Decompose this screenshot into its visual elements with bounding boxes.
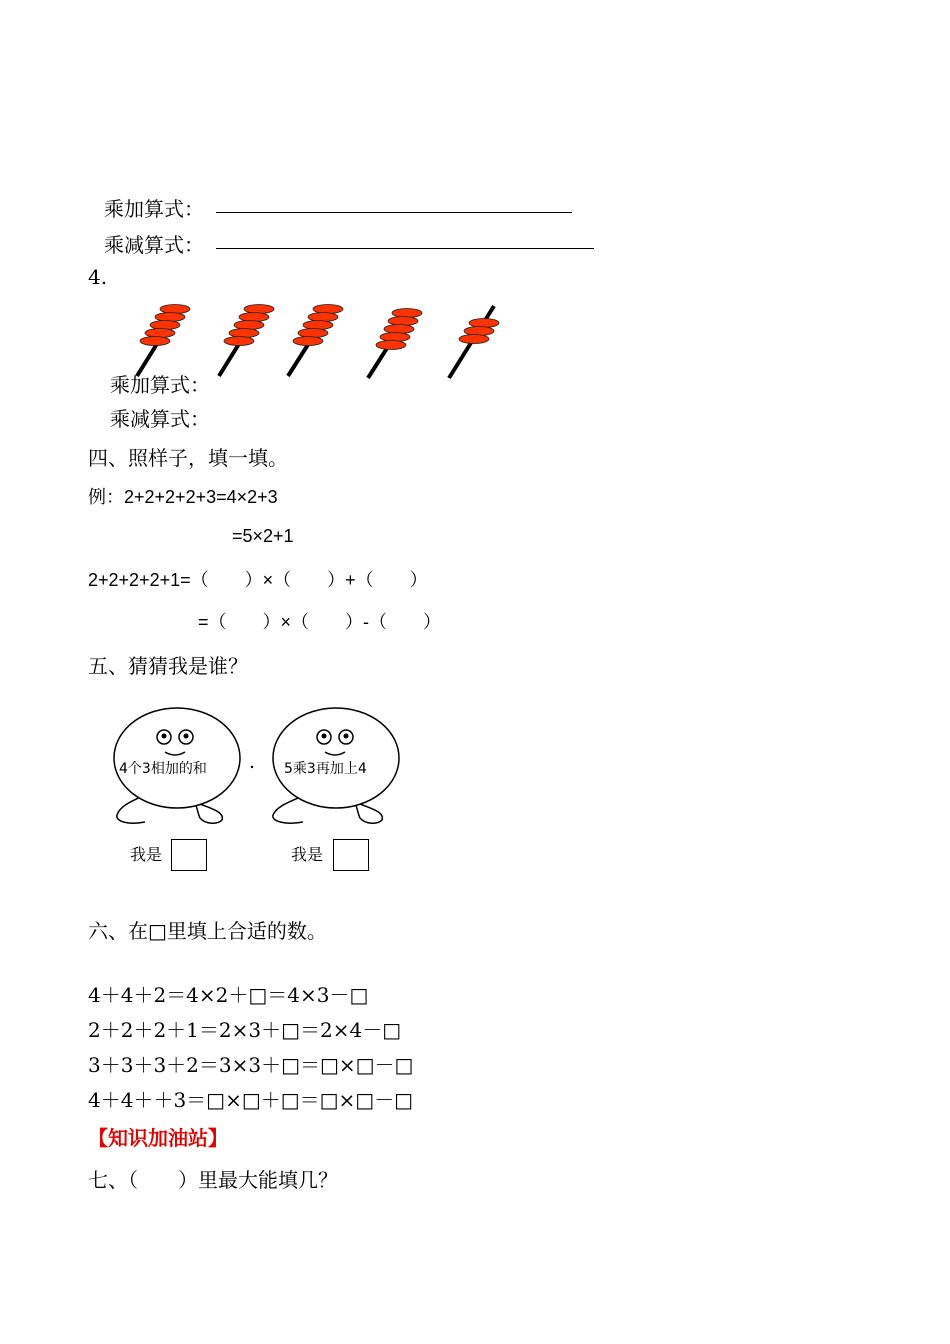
mul-sub-answer-line[interactable] <box>216 248 594 249</box>
right-bubble-text: 5乘3再加上4 <box>284 761 367 777</box>
section-7-heading: 七、（ ）里最大能填几？ <box>88 1168 338 1192</box>
section-5-heading: 五、猜猜我是谁？ <box>88 654 248 678</box>
mul-add-label: 乘加算式： <box>104 197 204 221</box>
knowledge-station-title: 【知识加油站】 <box>88 1126 228 1150</box>
equation-row[interactable]: 2＋2＋2＋1＝2×3＋□＝2×4－□ <box>88 1018 402 1042</box>
candy-skewer-4 <box>368 309 422 379</box>
candy-skewer-5 <box>449 306 499 378</box>
section-4-heading: 四、照样子，填一填。 <box>88 446 288 470</box>
mul-add-answer-line[interactable] <box>216 212 572 213</box>
example-line-1: 例：2+2+2+2+3=4×2+3 <box>88 487 278 507</box>
task-line-2[interactable]: =（ ）×（ ）-（ ） <box>198 612 442 632</box>
equation-row[interactable]: 4＋4＋2＝4×2＋□＝4×3－□ <box>88 983 369 1007</box>
task-line-1[interactable]: 2+2+2+2+1=（ ）×（ ）+（ ） <box>88 570 428 590</box>
left-answer-box[interactable] <box>171 839 207 871</box>
equation-row[interactable]: 4＋4＋＋3＝□×□＋□＝□×□－□ <box>88 1088 414 1112</box>
candy-skewer-2 <box>219 305 274 377</box>
candy-skewers-illustration <box>120 300 540 380</box>
left-answer-label: 我是 <box>130 845 163 864</box>
mul-sub-label: 乘减算式： <box>104 233 204 257</box>
right-answer-label: 我是 <box>291 845 324 864</box>
left-bubble-text: 4个3相加的和 <box>119 761 207 777</box>
right-answer-box[interactable] <box>333 839 369 871</box>
problem-4-mul-add-label: 乘加算式： <box>110 373 210 397</box>
example-line-2: =5×2+1 <box>232 526 294 546</box>
problem-4-mul-sub-label: 乘减算式： <box>110 407 210 431</box>
candy-skewer-1 <box>137 305 190 377</box>
problem-4-number: 4. <box>88 265 108 289</box>
candy-skewer-3 <box>288 305 343 377</box>
section-6-heading: 六、在□里填上合适的数。 <box>88 919 327 943</box>
equation-row[interactable]: 3＋3＋3＋2＝3×3＋□＝□×□－□ <box>88 1053 414 1077</box>
